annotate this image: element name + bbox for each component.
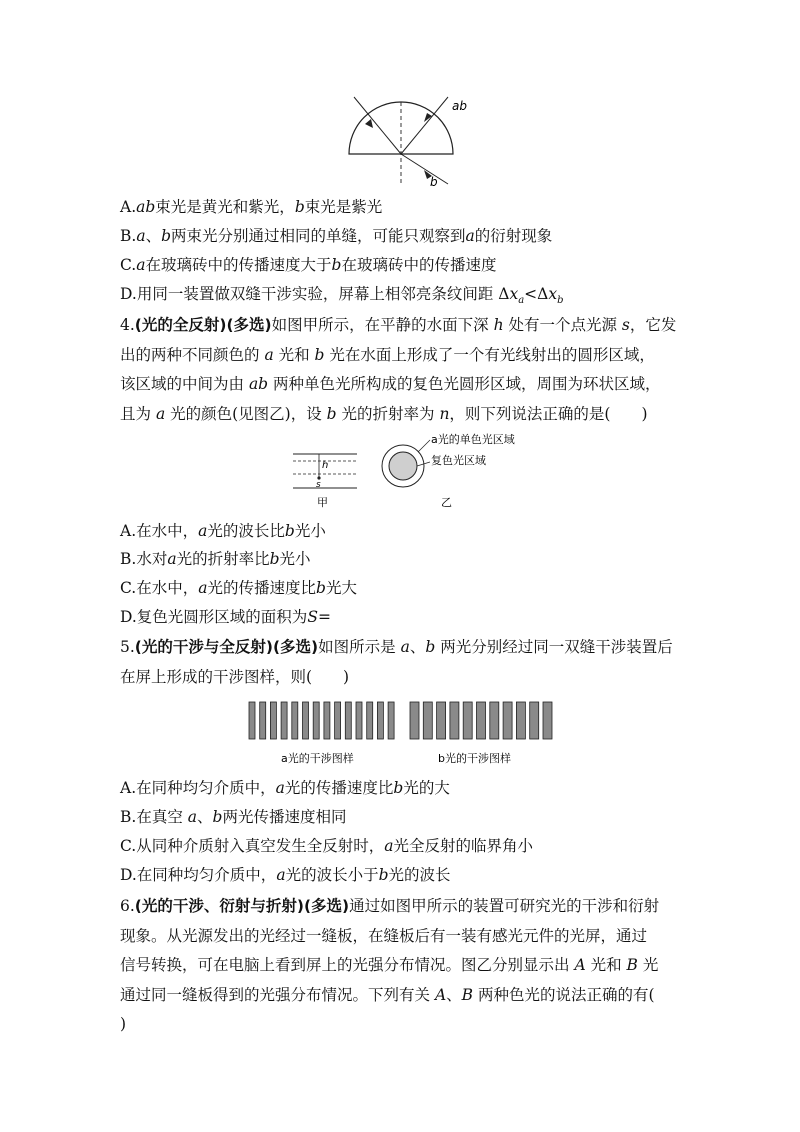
- refracted-ray: [401, 154, 448, 184]
- label-ab: ab: [452, 99, 467, 113]
- label-mixed-region: 复色光区域: [431, 454, 486, 467]
- fringe-bar: [503, 702, 512, 739]
- fringe-bar: [345, 702, 351, 739]
- fringe-bar: [335, 702, 341, 739]
- fringe-bar: [303, 702, 309, 739]
- figure-q4: [285, 430, 535, 512]
- q5-option-c: C.从同种介质射入真空发生全反射时，a光全反射的临界角小: [120, 837, 534, 855]
- q6-line-3: 信号转换，可在电脑上看到屏上的光强分布情况。图乙分别显示出 A 光和 B 光: [120, 956, 659, 974]
- q6-line-1: 6.(光的干涉、衍射与折射)(多选)通过如图甲所示的装置可研究光的干涉和衍射: [120, 897, 660, 915]
- q4-option-b: B.水对a光的折射率比b光小: [120, 550, 311, 568]
- label-h: h: [322, 460, 329, 471]
- fringe-bar: [530, 702, 539, 739]
- fringes-a: [249, 702, 394, 739]
- q3-option-d: D.用同一装置做双缝干涉实验，屏幕上相邻亮条纹间距 $\Delta x_a<\Delta x_b$: [120, 285, 564, 307]
- fringe-bar: [281, 702, 287, 739]
- fringe-bar: [356, 702, 362, 739]
- fringe-bar: [490, 702, 499, 739]
- q5-option-b: B.在真空 a、b两光传播速度相同: [120, 808, 347, 826]
- fringe-bar: [437, 702, 446, 739]
- q4-stem: [120, 311, 688, 429]
- label-jia: 甲: [317, 496, 328, 509]
- fringe-bar: [463, 702, 472, 739]
- fringe-bar: [324, 702, 330, 739]
- q4-option-d: D.复色光圆形区域的面积为S=: [120, 608, 331, 626]
- fringe-bar: [516, 702, 525, 739]
- fringe-bar: [270, 702, 276, 739]
- fringe-bar: [543, 702, 552, 739]
- fringe-bar: [367, 702, 373, 739]
- q6-line-4: 通过同一缝板得到的光强分布情况。下列有关 A、B 两种色光的说法正确的有(: [120, 985, 655, 1004]
- caption-a: a光的干涉图样: [281, 752, 354, 765]
- q5-line-1: 5.(光的干涉与全反射)(多选)如图所示是 a、b 两光分别经过同一双缝干涉装置后: [120, 638, 673, 656]
- q5-option-d: D.在同种均匀介质中，a光的波长小于b光的波长: [120, 866, 451, 884]
- inner-disk: [389, 452, 417, 480]
- fringe-bar: [249, 702, 255, 739]
- label-b: b: [430, 175, 438, 189]
- q3-option-c: C.a在玻璃砖中的传播速度大于b在玻璃砖中的传播速度: [120, 256, 497, 274]
- label-a-region: a光的单色光区域: [431, 433, 515, 446]
- reflected-ray: [354, 97, 401, 154]
- q4-line-4: 且为 a 光的颜色(见图乙)，设 b 光的折射率为 n，则下列说法正确的是( ): [120, 404, 648, 423]
- fringe-bar: [477, 702, 486, 739]
- q3-option-b: B.a、b两束光分别通过相同的单缝，可能只观察到a的衍射现象: [120, 227, 553, 245]
- figure-q5: [245, 700, 555, 770]
- fringe-bar: [423, 702, 432, 739]
- q6-line-2: 现象。从光源发出的光经过一缝板，在缝板后有一装有感光元件的光屏，通过: [120, 926, 648, 945]
- label-s: s: [316, 480, 321, 490]
- fringe-bar: [377, 702, 383, 739]
- q5-stem: [120, 633, 688, 692]
- fringe-bar: [292, 702, 298, 739]
- caption-b: b光的干涉图样: [438, 752, 511, 765]
- label-yi: 乙: [441, 496, 452, 509]
- incident-ray: [401, 97, 448, 154]
- fringe-bar: [410, 702, 419, 739]
- arrow-reflected: [365, 119, 373, 128]
- q4-option-c: C.在水中，a光的传播速度比b光大: [120, 579, 357, 597]
- fringes-b: [410, 702, 552, 739]
- q4-line-2: 出的两种不同颜色的 a 光和 b 光在水面上形成了一个有光线射出的圆形区域，: [120, 345, 655, 364]
- fringe-bar: [388, 702, 394, 739]
- figure-semicircle: [320, 92, 480, 192]
- q4-line-1: 4.(光的全反射)(多选)如图甲所示，在平静的水面下深 h 处有一个点光源 s，它发: [120, 316, 677, 334]
- fringe-bar: [450, 702, 459, 739]
- q6-stem: [120, 892, 688, 1040]
- q5-option-a: A.在同种均匀介质中，a光的传播速度比b光的大: [120, 779, 450, 797]
- fringe-bar: [313, 702, 319, 739]
- q3-option-a: A.ab束光是黄光和紫光，b束光是紫光: [120, 198, 383, 216]
- q4-option-a: A.在水中，a光的波长比b光小: [120, 522, 326, 540]
- fringe-bar: [260, 702, 266, 739]
- q6-line-5: ): [120, 1015, 127, 1033]
- q4-line-3: 该区域的中间为由 ab 两种单色光所构成的复色光圆形区域，周围为环状区域，: [120, 375, 661, 393]
- leader-a: [418, 440, 430, 452]
- q5-line-2: 在屏上形成的干涉图样，则( ): [120, 667, 350, 686]
